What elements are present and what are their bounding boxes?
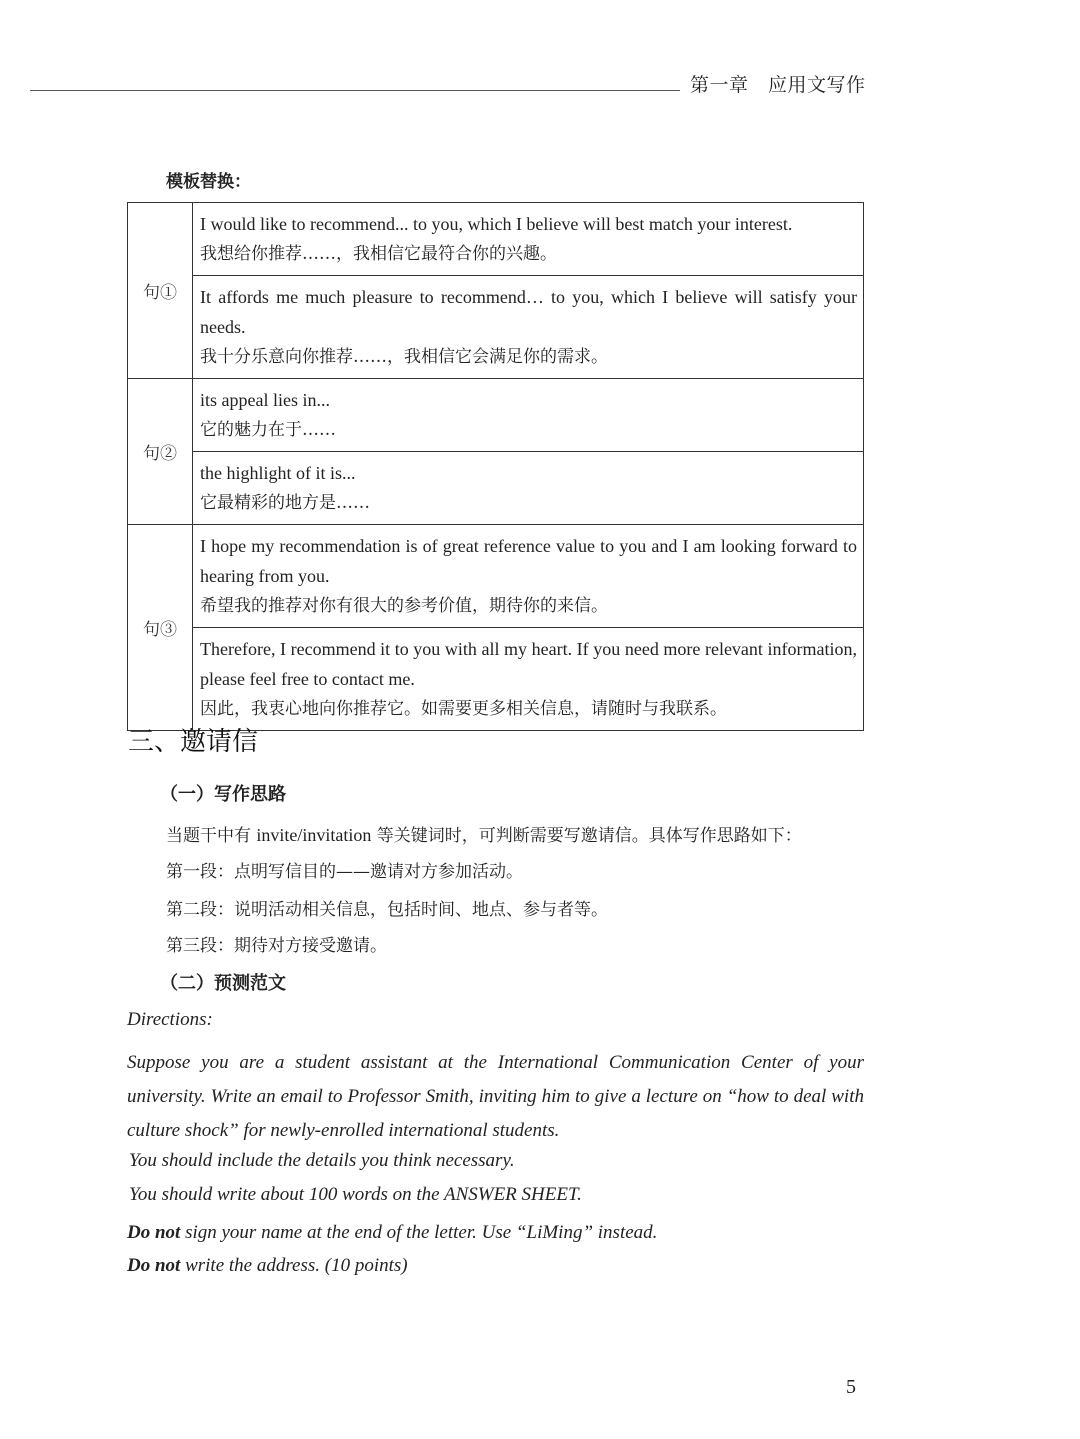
table-row	[128, 628, 864, 731]
intro-post: 等关键词时，可判断需要写邀请信。具体写作思路如下：	[371, 826, 802, 846]
cell-english: the highlight of it is...	[200, 463, 356, 483]
directions-word-count: You should write about 100 words on the ANSWER SHEET.	[129, 1184, 582, 1205]
section-title: 三、邀请信	[128, 727, 259, 757]
table-cell	[193, 276, 864, 379]
template-table	[127, 202, 864, 731]
group-key-1: 句①	[128, 203, 193, 379]
chapter-title: 第一章 应用文写作	[690, 74, 866, 96]
cell-english: I would like to recommend... to you, which I believe will best match your interest.	[200, 214, 793, 234]
cell-english: its appeal lies in...	[200, 390, 330, 410]
directions-label: Directions:	[127, 1009, 213, 1030]
table-row	[128, 525, 864, 628]
table-cell	[193, 525, 864, 628]
table-row	[128, 276, 864, 379]
header-rule	[30, 90, 680, 91]
subsection-model-essay: （二）预测范文	[160, 973, 286, 994]
cell-chinese: 我十分乐意向你推荐……，我相信它会满足你的需求。	[200, 347, 608, 367]
group-key-2: 句②	[128, 379, 193, 525]
cell-chinese: 希望我的推荐对你有很大的参考价值，期待你的来信。	[200, 596, 608, 616]
cell-chinese: 因此，我衷心地向你推荐它。如需要更多相关信息，请随时与我联系。	[200, 699, 727, 719]
table-row	[128, 452, 864, 525]
paragraph-one: 第一段：点明写信目的——邀请对方参加活动。	[166, 862, 523, 882]
cell-chinese: 我想给你推荐……，我相信它最符合你的兴趣。	[200, 244, 557, 264]
cell-chinese: 它的魅力在于……	[200, 420, 336, 440]
page-number: 5	[846, 1376, 856, 1398]
intro-keyword: invite/invitation	[256, 825, 372, 845]
do-not-address-text: write the address. (10 points)	[180, 1255, 408, 1276]
directions-body: Suppose you are a student assistant at the International Communication Center of your university. Write an email to Professor Smith, inviting him to give a lecture on “how to deal with culture shock” for newly-enrolled international students.	[127, 1052, 864, 1141]
cell-english: Therefore, I recommend it to you with all my heart. If you need more relevant information, please feel free to contact me.	[200, 639, 857, 689]
template-label: 模板替换：	[166, 172, 251, 192]
directions-do-not-sign	[127, 1222, 657, 1244]
do-not-emphasis: Do not	[127, 1222, 181, 1243]
do-not-sign-text: sign your name at the end of the letter. Use “LiMing” instead.	[180, 1222, 658, 1243]
table-cell	[193, 628, 864, 731]
do-not-emphasis: Do not	[127, 1255, 181, 1276]
directions-details: You should include the details you think necessary.	[129, 1150, 515, 1171]
cell-english: I hope my recommendation is of great reference value to you and I am looking forward to hearing from you.	[200, 536, 857, 586]
group-key-3: 句③	[128, 525, 193, 731]
cell-english: It affords me much pleasure to recommend… to you, which I believe will satisfy your needs.	[200, 287, 857, 337]
directions-do-not-address	[127, 1255, 408, 1277]
table-row	[128, 203, 864, 276]
intro-pre: 当题干中有	[166, 826, 257, 846]
paragraph-three: 第三段：期待对方接受邀请。	[166, 936, 387, 956]
cell-chinese: 它最精彩的地方是……	[200, 493, 370, 513]
table-cell	[193, 452, 864, 525]
subsection-writing-approach: （一）写作思路	[160, 784, 286, 805]
paragraph-two: 第二段：说明活动相关信息，包括时间、地点、参与者等。	[166, 900, 608, 920]
intro-paragraph	[166, 821, 802, 846]
table-row	[128, 379, 864, 452]
table-cell	[193, 203, 864, 276]
table-cell	[193, 379, 864, 452]
